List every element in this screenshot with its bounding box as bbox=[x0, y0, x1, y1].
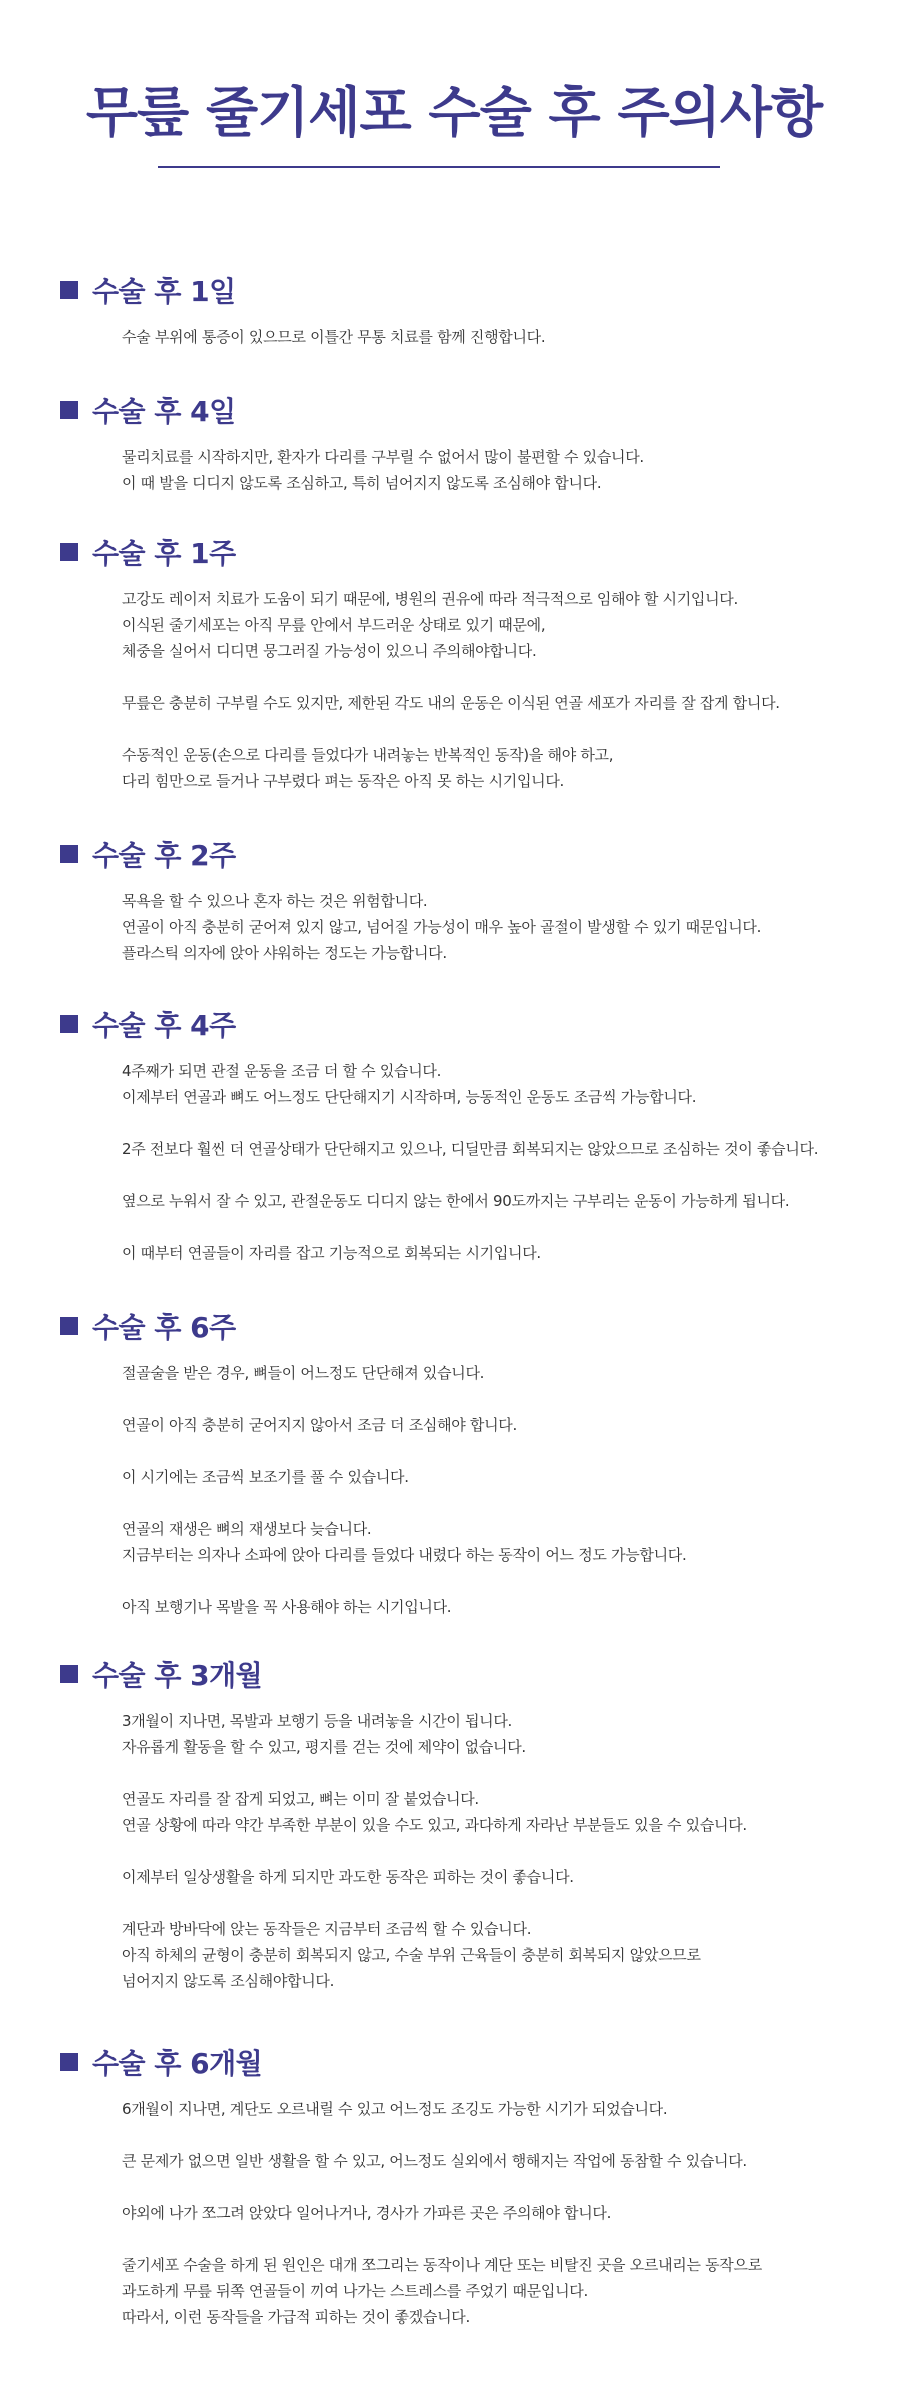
text-line: 아직 하체의 균형이 충분히 회복되지 않고, 수술 부위 근육들이 충분히 회복되지 않았으므로 bbox=[122, 1946, 701, 1964]
text-line: 이 때부터 연골들이 자리를 잡고 기능적으로 회복되는 시기입니다. bbox=[122, 1244, 541, 1262]
section-body bbox=[122, 586, 890, 794]
section-heading-text: 수술 후 4일 bbox=[92, 395, 236, 428]
text-line: 연골이 아직 충분히 굳어지지 않아서 조금 더 조심해야 합니다. bbox=[122, 1416, 517, 1434]
section-heading bbox=[60, 834, 890, 874]
text-line: 이제부터 연골과 뼈도 어느정도 단단해지기 시작하며, 능동적인 운동도 조금씩 가능합니다. bbox=[122, 1088, 697, 1106]
paragraph bbox=[122, 1864, 890, 1890]
text-line: 2주 전보다 훨씬 더 연골상태가 단단해지고 있으나, 디딜만큼 회복되지는 않았으므로 조심하는 것이 좋습니다. bbox=[122, 1140, 819, 1158]
section-heading-text: 수술 후 6개월 bbox=[92, 2047, 263, 2080]
text-line: 6개월이 지나면, 계단도 오르내릴 수 있고 어느정도 조깅도 가능한 시기가 되었습니다. bbox=[122, 2100, 668, 2118]
text-line: 수동적인 운동(손으로 다리를 들었다가 내려놓는 반복적인 동작)을 해야 하고, bbox=[122, 746, 614, 764]
section-heading-text: 수술 후 1주 bbox=[92, 537, 236, 570]
paragraph bbox=[122, 444, 890, 496]
text-line: 계단과 방바닥에 앉는 동작들은 지금부터 조금씩 할 수 있습니다. bbox=[122, 1920, 532, 1938]
paragraph bbox=[122, 2096, 890, 2122]
text-line: 연골의 재생은 뼈의 재생보다 늦습니다. bbox=[122, 1520, 372, 1538]
square-bullet-icon bbox=[60, 1317, 78, 1335]
paragraph bbox=[122, 2200, 890, 2226]
paragraph bbox=[122, 1516, 890, 1568]
text-line: 아직 보행기나 목발을 꼭 사용해야 하는 시기입니다. bbox=[122, 1598, 452, 1616]
section-body bbox=[122, 444, 890, 496]
section-heading bbox=[60, 1004, 890, 1044]
paragraph bbox=[122, 1188, 890, 1214]
text-line: 연골도 자리를 잘 잡게 되었고, 뼈는 이미 잘 붙었습니다. bbox=[122, 1790, 479, 1808]
square-bullet-icon bbox=[60, 845, 78, 863]
section-heading-text: 수술 후 1일 bbox=[92, 275, 236, 308]
paragraph bbox=[122, 1360, 890, 1386]
square-bullet-icon bbox=[60, 1015, 78, 1033]
text-line: 옆으로 누워서 잘 수 있고, 관절운동도 디디지 않는 한에서 90도까지는 구부리는 운동이 가능하게 됩니다. bbox=[122, 1192, 790, 1210]
paragraph bbox=[122, 1916, 890, 1994]
text-line: 플라스틱 의자에 앉아 샤워하는 정도는 가능합니다. bbox=[122, 944, 447, 962]
text-line: 큰 문제가 없으면 일반 생활을 할 수 있고, 어느정도 실외에서 행해지는 작업에 동참할 수 있습니다. bbox=[122, 2152, 747, 2170]
paragraph bbox=[122, 1464, 890, 1490]
text-line: 이식된 줄기세포는 아직 무릎 안에서 부드러운 상태로 있기 때문에, bbox=[122, 616, 546, 634]
paragraph bbox=[122, 1708, 890, 1760]
section bbox=[60, 1004, 890, 1266]
paragraph bbox=[122, 1594, 890, 1620]
section bbox=[60, 1654, 890, 1994]
section-heading-text: 수술 후 6주 bbox=[92, 1311, 236, 1344]
text-line: 절골술을 받은 경우, 뼈들이 어느정도 단단해져 있습니다. bbox=[122, 1364, 485, 1382]
text-line: 연골 상황에 따라 약간 부족한 부분이 있을 수도 있고, 과다하게 자라난 부분들도 있을 수 있습니다. bbox=[122, 1816, 747, 1834]
paragraph bbox=[122, 1240, 890, 1266]
square-bullet-icon bbox=[60, 281, 78, 299]
paragraph bbox=[122, 1136, 890, 1162]
text-line: 따라서, 이런 동작들을 가급적 피하는 것이 좋겠습니다. bbox=[122, 2308, 470, 2326]
section-heading bbox=[60, 1306, 890, 1346]
text-line: 이제부터 일상생활을 하게 되지만 과도한 동작은 피하는 것이 좋습니다. bbox=[122, 1868, 574, 1886]
section-body bbox=[122, 1708, 890, 1994]
text-line: 이 시기에는 조금씩 보조기를 풀 수 있습니다. bbox=[122, 1468, 409, 1486]
paragraph bbox=[122, 324, 890, 350]
section-heading bbox=[60, 390, 890, 430]
text-line: 연골이 아직 충분히 굳어져 있지 않고, 넘어질 가능성이 매우 높아 골절이 발생할 수 있기 때문입니다. bbox=[122, 918, 762, 936]
text-line: 무릎은 충분히 구부릴 수도 있지만, 제한된 각도 내의 운동은 이식된 연골 세포가 자리를 잘 잡게 합니다. bbox=[122, 694, 780, 712]
square-bullet-icon bbox=[60, 2053, 78, 2071]
text-line: 4주째가 되면 관절 운동을 조금 더 할 수 있습니다. bbox=[122, 1062, 442, 1080]
section bbox=[60, 1306, 890, 1620]
paragraph bbox=[122, 1058, 890, 1110]
section-body bbox=[122, 1058, 890, 1266]
text-line: 넘어지지 않도록 조심해야합니다. bbox=[122, 1972, 335, 1990]
paragraph bbox=[122, 586, 890, 664]
paragraph bbox=[122, 2252, 890, 2330]
section-heading bbox=[60, 270, 890, 310]
text-line: 다리 힘만으로 들거나 구부렸다 펴는 동작은 아직 못 하는 시기입니다. bbox=[122, 772, 565, 790]
section-body bbox=[122, 1360, 890, 1620]
text-line: 수술 부위에 통증이 있으므로 이틀간 무통 치료를 함께 진행합니다. bbox=[122, 328, 546, 346]
text-line: 줄기세포 수술을 하게 된 원인은 대개 쪼그리는 동작이나 계단 또는 비탈진 곳을 오르내리는 동작으로 bbox=[122, 2256, 762, 2274]
section-heading bbox=[60, 1654, 890, 1694]
paragraph bbox=[122, 690, 890, 716]
text-line: 고강도 레이저 치료가 도움이 되기 때문에, 병원의 권유에 따라 적극적으로 임해야 할 시기입니다. bbox=[122, 590, 738, 608]
section bbox=[60, 834, 890, 966]
section-heading-text: 수술 후 3개월 bbox=[92, 1659, 263, 1692]
text-line: 체중을 실어서 디디면 뭉그러질 가능성이 있으니 주의해야합니다. bbox=[122, 642, 537, 660]
paragraph bbox=[122, 1786, 890, 1838]
text-line: 3개월이 지나면, 목발과 보행기 등을 내려놓을 시간이 됩니다. bbox=[122, 1712, 513, 1730]
paragraph bbox=[122, 2148, 890, 2174]
page-title: 무릎 줄기세포 수술 후 주의사항 bbox=[85, 81, 823, 144]
section bbox=[60, 532, 890, 794]
paragraph bbox=[122, 1412, 890, 1438]
text-line: 물리치료를 시작하지만, 환자가 다리를 구부릴 수 없어서 많이 불편할 수 있습니다. bbox=[122, 448, 644, 466]
paragraph bbox=[122, 888, 890, 966]
text-line: 야외에 나가 쪼그려 앉았다 일어나거나, 경사가 가파른 곳은 주의해야 합니다. bbox=[122, 2204, 612, 2222]
section-body bbox=[122, 2096, 890, 2330]
text-line: 자유롭게 활동을 할 수 있고, 평지를 걷는 것에 제약이 없습니다. bbox=[122, 1738, 526, 1756]
section-body bbox=[122, 888, 890, 966]
text-line: 목욕을 할 수 있으나 혼자 하는 것은 위험합니다. bbox=[122, 892, 428, 910]
section-body bbox=[122, 324, 890, 350]
section-heading-text: 수술 후 2주 bbox=[92, 839, 236, 872]
square-bullet-icon bbox=[60, 401, 78, 419]
section bbox=[60, 270, 890, 350]
square-bullet-icon bbox=[60, 543, 78, 561]
text-line: 이 때 발을 디디지 않도록 조심하고, 특히 넘어지지 않도록 조심해야 합니다. bbox=[122, 474, 602, 492]
section bbox=[60, 390, 890, 496]
square-bullet-icon bbox=[60, 1665, 78, 1683]
section-heading-text: 수술 후 4주 bbox=[92, 1009, 236, 1042]
section-heading bbox=[60, 532, 890, 572]
title-divider bbox=[158, 166, 720, 168]
section bbox=[60, 2042, 890, 2330]
text-line: 지금부터는 의자나 소파에 앉아 다리를 들었다 내렸다 하는 동작이 어느 정도 가능합니다. bbox=[122, 1546, 687, 1564]
text-line: 과도하게 무릎 뒤쪽 연골들이 끼여 나가는 스트레스를 주었기 때문입니다. bbox=[122, 2282, 588, 2300]
paragraph bbox=[122, 742, 890, 794]
section-heading bbox=[60, 2042, 890, 2082]
